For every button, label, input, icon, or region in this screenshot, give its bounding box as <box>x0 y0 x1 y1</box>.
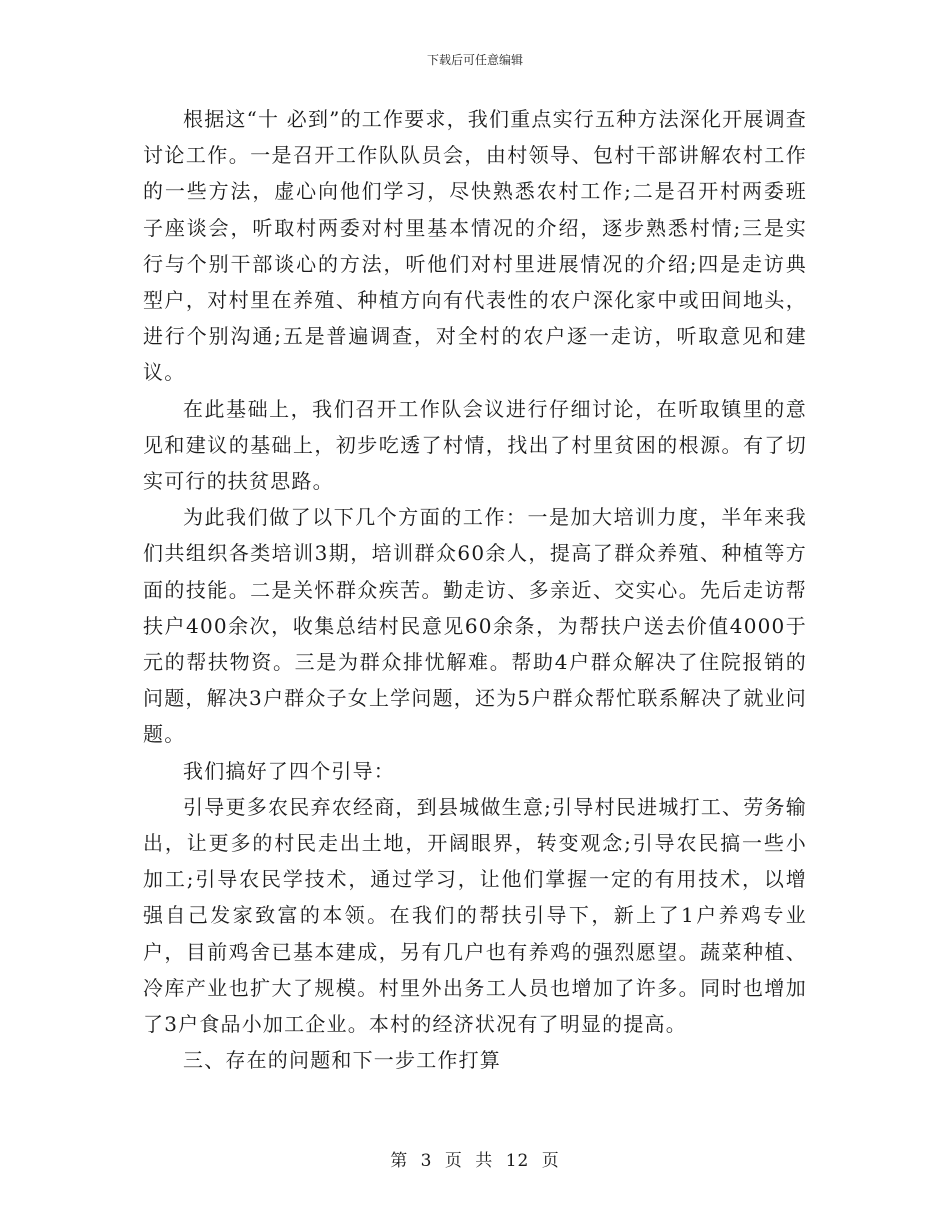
section-heading-problems: 三、存在的问题和下一步工作打算 <box>183 1048 501 1073</box>
document-body <box>143 101 807 1078</box>
paragraph-discussion: 在此基础上，我们召开工作队会议进行仔细讨论，在听取镇里的意见和建议的基础上，初步吃透了村情，找出了村里贫困的根源。有了切实可行的扶贫思路。 <box>143 396 807 494</box>
paragraph-four-guidance-detail: 引导更多农民弃农经商，到县城做生意;引导村民进城打工、劳务输出，让更多的村民走出土地，开阔眼界，转变观念;引导农民搞一些小加工;引导农民学技术，通过学习，让他们掌握一定的有用技术，以增强自己发家致富的本领。在我们的帮扶引导下，新上了1户养鸡专业户，目前鸡舍已基本建成，另有几户也有养鸡的强烈愿望。蔬菜种植、冷库产业也扩大了规模。村里外出务工人员也增加了许多。同时也增加了3户食品小加工企业。本村的经济状况有了明显的提高。 <box>143 794 807 1037</box>
paragraph-four-guidance-intro: 我们搞好了四个引导： <box>183 758 395 783</box>
page-header-note: 下载后可任意编辑 <box>426 53 523 67</box>
page-number-footer: 第 3 页 共 12 页 <box>390 1151 560 1171</box>
paragraph-survey-methods: 根据这“十 必到”的工作要求，我们重点实行五种方法深化开展调查讨论工作。一是召开工作队队员会，由村领导、包村干部讲解农村工作的一些方法，虚心向他们学习，尽快熟悉农村工作;二是召开村两委班子座谈会，听取村两委对村里基本情况的介绍，逐步熟悉村情;三是实行与个别干部谈心的方法，听他们对村里进展情况的介绍;四是走访典型户，对村里在养殖、种植方向有代表性的农户深化家中或田间地头，进行个别沟通;五是普遍调查，对全村的农户逐一走访，听取意见和建议。 <box>143 107 808 385</box>
paragraph-work-done: 为此我们做了以下几个方面的工作：一是加大培训力度，半年来我们共组织各类培训3期，培训群众60余人，提高了群众养殖、种植等方面的技能。二是关怀群众疾苦。勤走访、多亲近、交实心。先后走访帮扶户400余次，收集总结村民意见60余条，为帮扶户送去价值4000于元的帮扶物资。三是为群众排忧解难。帮助4户群众解决了住院报销的问题，解决3户群众子女上学问题，还为5户群众帮忙联系解决了就业问题。 <box>143 505 807 747</box>
